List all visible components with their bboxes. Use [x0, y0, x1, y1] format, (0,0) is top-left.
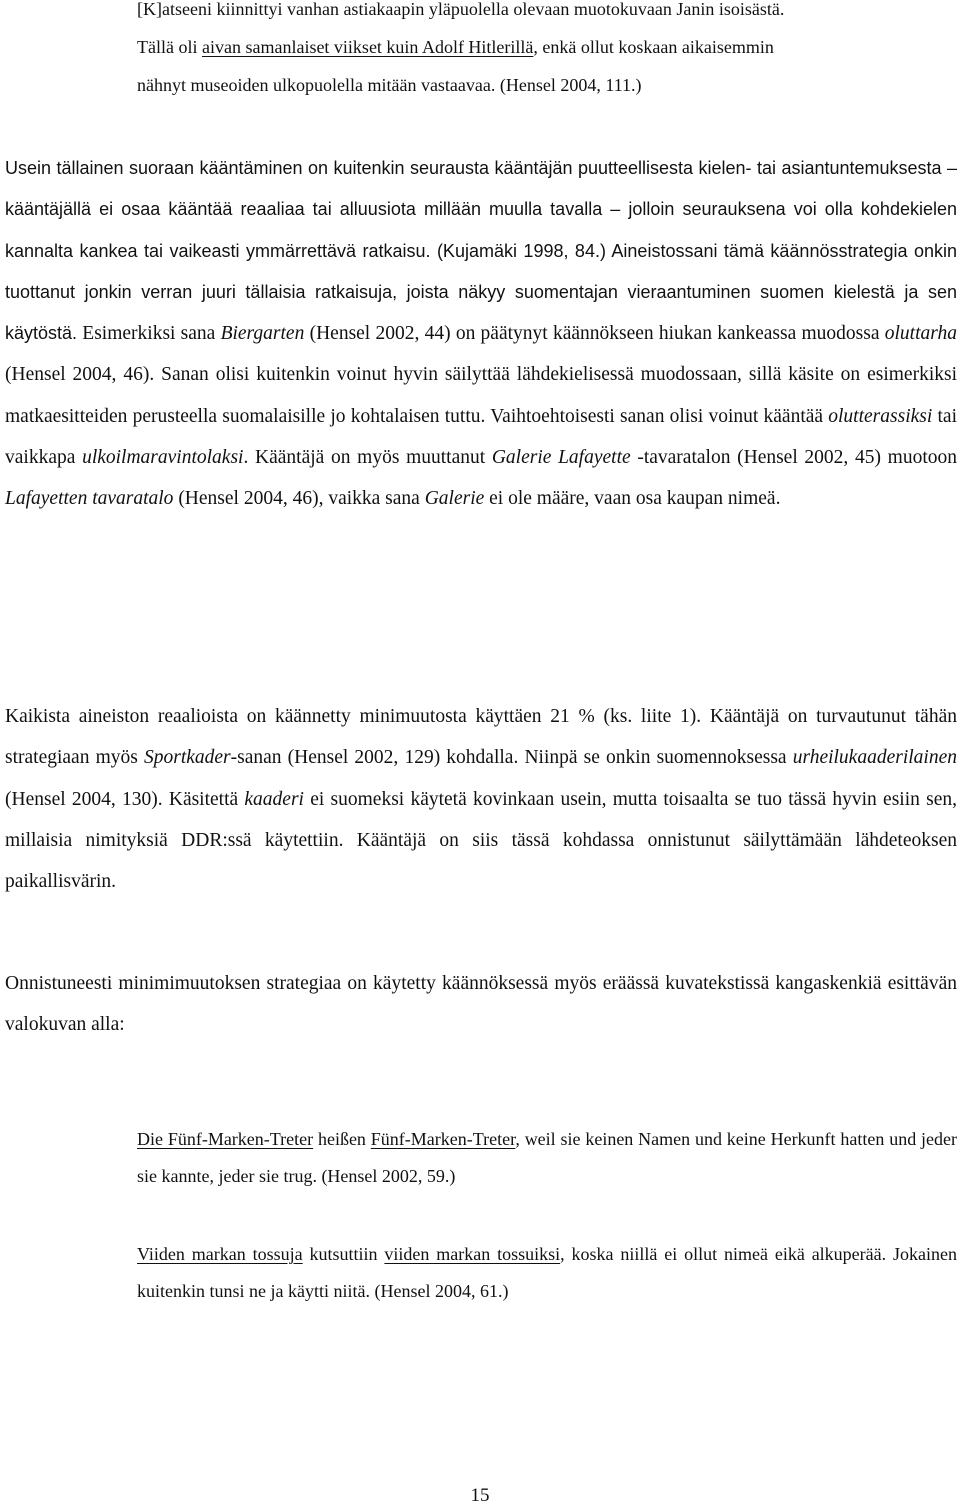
italic-term: ulkoilmaravintolaksi [82, 447, 244, 469]
italic-term: Galerie [424, 488, 485, 510]
paragraph-text: ei suomeksi käytetä kovinkaan usein, mutta toisaalta se tuo tässä hyvin esiin sen, millaisia nimityksiä DDR:ssä käytettiin. Kääntäjä on siis tässä kohdassa onnistunut säilyttämään lähdeteoksen paikallisvärin. [5, 788, 957, 893]
paragraph-text: -tavaratalon (Hensel 2002, 45) muotoon [630, 447, 957, 469]
paragraph-text: -sanan (Hensel 2002, 129) kohdalla. Niinpä se onkin suomennoksessa [230, 747, 793, 769]
paragraph-text: ei ole määre, vaan osa kaupan nimeä. [484, 488, 781, 510]
paragraph-text: Esimerkiksi sana [77, 323, 221, 345]
quote-text: nähnyt museoiden ulkopuolella mitään vastaavaa. (Hensel 2004, 111.) [137, 75, 642, 95]
quote-line [137, 66, 957, 104]
paragraph-text: Usein tällainen suoraan kääntäminen on kuitenkin seurausta kääntäjän puutteellisesta kielen- tai asiantuntemuksesta – kääntäjällä ei osaa kääntää reaaliaa tai alluusiota millään muulla tavalla – jolloin seurauksena voi olla kohdekielen kannalta kankea tai vaikeasti ymmärrettävä ratkaisu. (Kujamäki 1998, 84.) [5, 158, 957, 261]
paragraph-direct-translation [5, 148, 957, 520]
quote-text: , enkä ollut koskaan aikaisemmin [533, 37, 774, 57]
paragraph-text: (Hensel 2002, 44) on päätynyt käännökseen hiukan kankeassa muodossa [304, 323, 885, 345]
quote-text: , koska niillä ei ollut nimeä eikä alkuperää. Jokainen kuitenkin tunsi ne ja käytti niitä. (Hensel 2004, 61.) [137, 1244, 957, 1301]
quote-text: Tällä oli [137, 37, 202, 57]
block-quote-german [137, 1121, 957, 1195]
paragraph-text: Aineistossani tämä käännösstrategia onkin tuottanut jonkin verran juuri tällaisia ratkaisuja, joista näkyy suomentajan vieraantuminen suomen kielestä ja sen käytöstä. [5, 240, 957, 344]
paragraph-text: . Kääntäjä on myös muuttanut [243, 447, 492, 469]
paragraph-text: (Hensel 2004, 130). Käsitettä [5, 788, 245, 810]
quote-text: heißen [313, 1129, 371, 1149]
paragraph-text: (Hensel 2004, 46), vaikka sana [173, 488, 425, 510]
paragraph-text: (Hensel 2004, 46). Sanan olisi kuitenkin voinut hyvin säilyttää lähdekielisessä muodossaan, sillä käsite on esimerkiksi matkaesitteiden perusteella suomalaisille jo kohtalaisen tuttu. Vaihtoehtoisesti sanan olisi voinut kääntää [5, 364, 957, 427]
paragraph-caption-intro [5, 963, 957, 1046]
underlined-phrase: Fünf-Marken-Treter [370, 1129, 516, 1149]
quote-line [137, 0, 957, 28]
block-quote-finnish [137, 1236, 957, 1310]
underlined-phrase: Die Fünf-Marken-Treter [137, 1129, 314, 1149]
quote-line [137, 28, 957, 66]
italic-term: Lafayetten tavaratalo [5, 488, 174, 510]
italic-term: kaaderi [244, 788, 304, 810]
underlined-phrase: viiden markan tossuiksi [384, 1244, 561, 1264]
quote-text: [K]atseeni kiinnittyi vanhan astiakaapin yläpuolella olevaan muotokuvaan Janin isoisästä. [137, 0, 785, 19]
underlined-phrase: Viiden markan tossuja [137, 1244, 303, 1264]
paragraph-minimal-change [5, 696, 957, 902]
italic-term: Galerie Lafayette [491, 447, 631, 469]
paragraph-text: Kaikista aineiston reaalioista on käännetty minimuutosta käyttäen 21 % (ks. liite 1). Kääntäjä on turvautunut tähän strategiaan myös [5, 706, 957, 769]
quote-text: , weil sie keinen Namen und keine Herkunft hatten und jeder sie kannte, jeder sie trug. (Hensel 2002, 59.) [137, 1129, 957, 1186]
italic-term: urheilukaaderilainen [792, 747, 957, 769]
quote-text: kutsuttiin [302, 1244, 385, 1264]
page-number: 15 [470, 1485, 490, 1506]
paragraph-text: Onnistuneesti minimimuutoksen strategiaa on käytetty käännöksessä myös eräässä kuvatekstissä kangaskenkiä esittävän valokuvan alla: [5, 973, 957, 1036]
paragraph-text: tai vaikkapa [5, 405, 957, 469]
underlined-phrase: aivan samanlaiset viikset kuin Adolf Hitlerillä [201, 37, 534, 57]
block-quote-hitler [137, 0, 957, 104]
italic-term: Sportkader [143, 747, 231, 769]
italic-term: olutterassiksi [828, 405, 933, 427]
italic-term: oluttarha [884, 323, 957, 345]
italic-term: Biergarten [220, 323, 305, 345]
